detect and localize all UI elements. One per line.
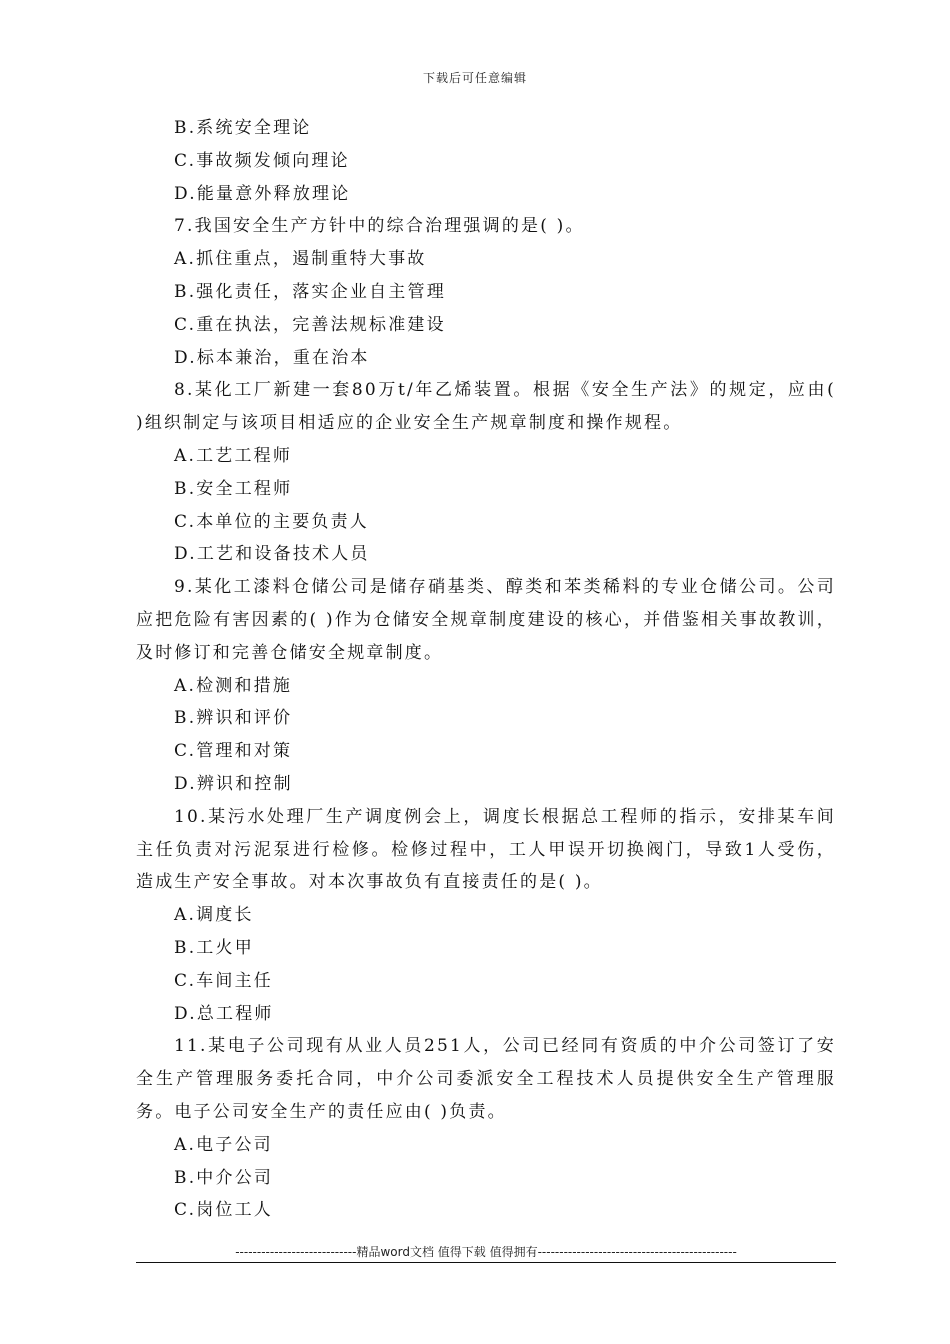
question-text: 8.某化工厂新建一套80万t/年乙烯装置。根据《安全生产法》的规定，应由( )组织制定与该项目相适应的企业安全生产规章制度和操作规程。 <box>136 380 836 434</box>
answer-option: B.系统安全理论 <box>174 118 312 138</box>
answer-option: B.安全工程师 <box>174 478 293 499</box>
answer-option: C.本单位的主要负责人 <box>174 511 370 532</box>
answer-option: A.调度长 <box>174 905 254 926</box>
answer-option: B.强化责任，落实企业自主管理 <box>174 281 446 302</box>
answer-option: C.事故频发倾向理论 <box>174 150 350 171</box>
answer-option: B.中介公司 <box>174 1167 274 1188</box>
answer-option: C.管理和对策 <box>174 741 293 762</box>
answer-option: A.抓住重点，遏制重特大事故 <box>174 249 427 270</box>
question-text: 7.我国安全生产方针中的综合治理强调的是( )。 <box>174 216 585 237</box>
answer-option: C.重在执法，完善法规标准建设 <box>174 314 446 335</box>
footer-rule <box>136 1262 836 1263</box>
answer-option: D.标本兼治，重在治本 <box>174 347 370 368</box>
answer-option: D.辨识和控制 <box>174 773 293 794</box>
question-text: 10.某污水处理厂生产调度例会上，调度长根据总工程师的指示，安排某车间主任负责对污泥泵进行检修。检修过程中，工人甲误开切换阀门，导致1人受伤，造成生产安全事故。对本次事故负有直接责任的是( )。 <box>136 806 836 893</box>
answer-option: B.工火甲 <box>174 937 254 958</box>
document-body <box>136 112 836 1227</box>
answer-option: D.能量意外释放理论 <box>174 183 351 204</box>
question-text: 11.某电子公司现有从业人员251人，公司已经同有资质的中介公司签订了安全生产管理服务委托合同，中介公司委派安全工程技术人员提供安全生产管理服务。电子公司安全生产的责任应由( )负责。 <box>136 1036 836 1122</box>
answer-option: B.辨识和评价 <box>174 708 293 729</box>
answer-option: A.工艺工程师 <box>174 445 293 466</box>
answer-option: D.工艺和设备技术人员 <box>174 544 370 565</box>
answer-option: A.检测和措施 <box>174 675 293 696</box>
page-header: 下载后可任意编辑 <box>422 71 527 85</box>
question-text: 9.某化工漆料仓储公司是储存硝基类、醇类和苯类稀料的专业仓储公司。公司应把危险有害因素的( )作为仓储安全规章制度建设的核心，并借鉴相关事故教训，及时修订和完善仓储安全规章制度。 <box>136 577 836 663</box>
page-footer: ----------------------------精品word文档 值得下载 值得拥有---------------------------------------------- <box>235 1245 737 1259</box>
answer-option: D.总工程师 <box>174 1003 274 1024</box>
answer-option: C.车间主任 <box>174 970 274 991</box>
answer-option: A.电子公司 <box>174 1134 273 1155</box>
answer-option: C.岗位工人 <box>174 1200 274 1221</box>
